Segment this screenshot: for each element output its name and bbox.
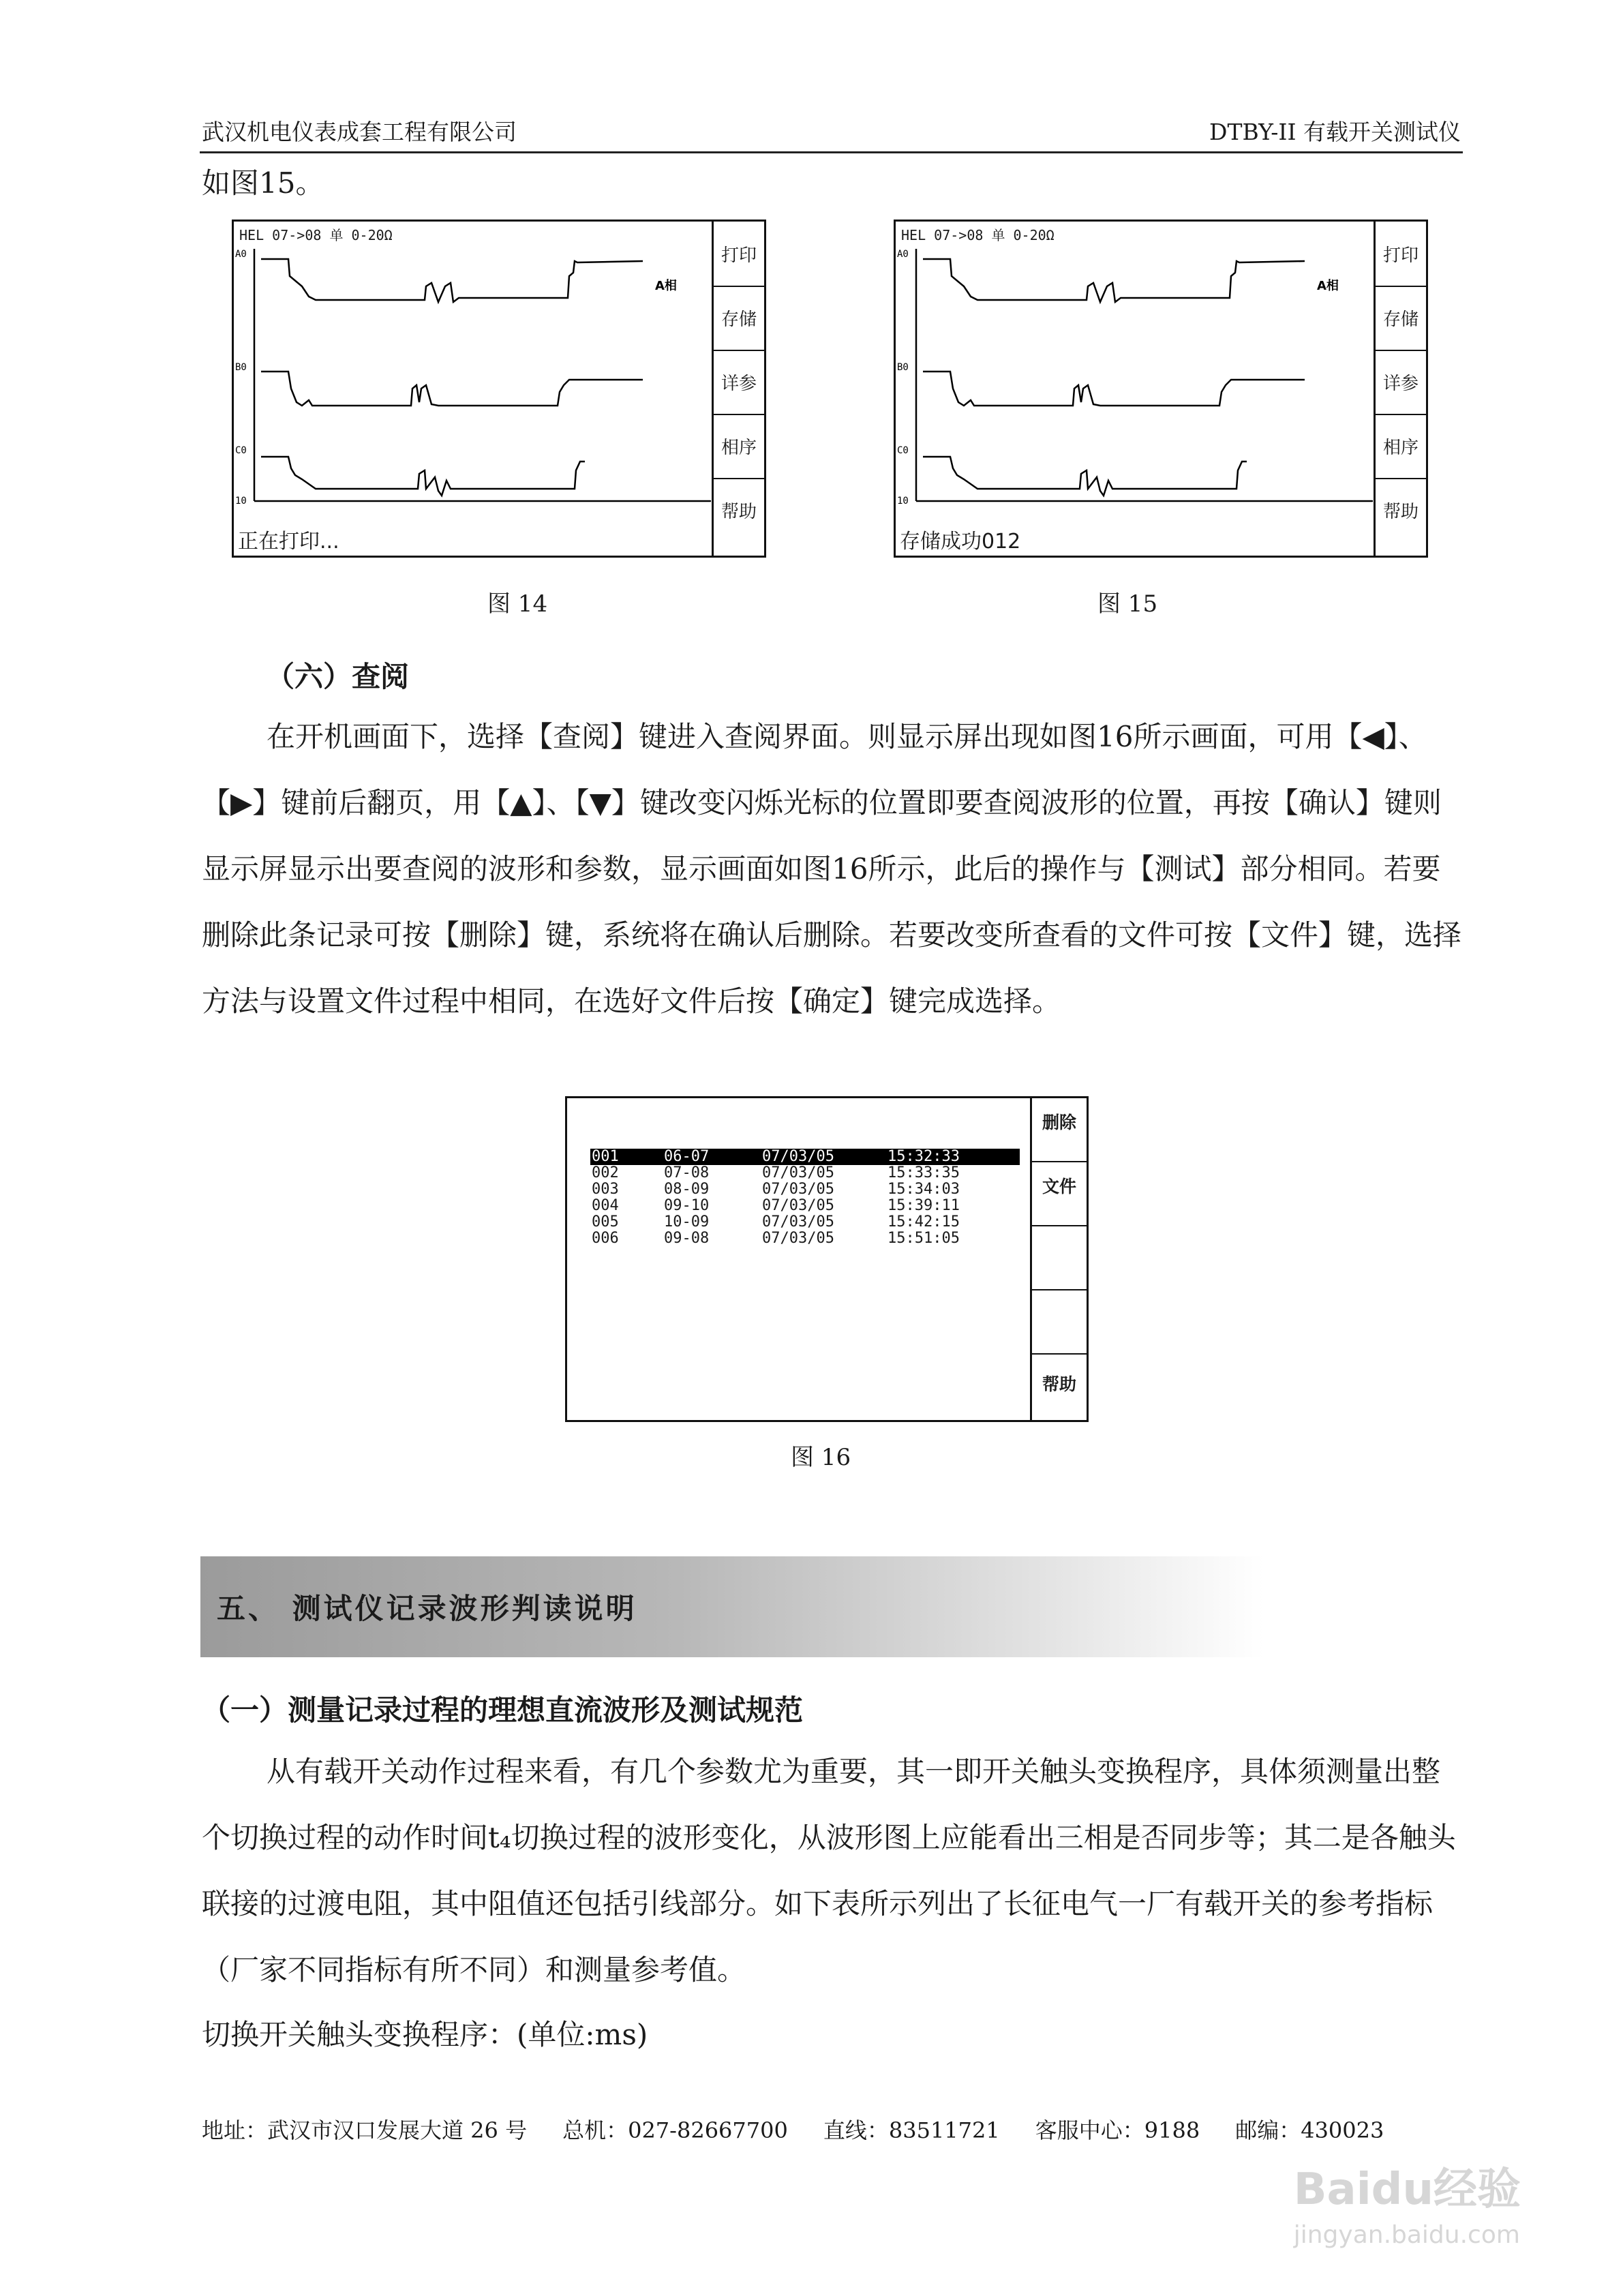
screen-status: 正在打印... bbox=[238, 530, 339, 554]
record-number: 001 bbox=[592, 1148, 619, 1165]
file-list-side-menu bbox=[1030, 1098, 1087, 1420]
record-time: 15:42:15 bbox=[888, 1213, 960, 1230]
record-date: 07/03/05 bbox=[762, 1181, 834, 1198]
file-button[interactable]: 文件 bbox=[1032, 1162, 1087, 1226]
waveform-plot bbox=[234, 222, 711, 522]
screen-status: 存储成功012 bbox=[900, 530, 1021, 554]
screen-top-label: HEL 07->08 单 0-20Ω bbox=[239, 227, 393, 243]
footer bbox=[202, 2113, 1384, 2145]
list-item[interactable] bbox=[590, 1165, 1020, 1181]
print-button[interactable]: 打印 bbox=[1376, 222, 1426, 287]
record-date: 07/03/05 bbox=[762, 1230, 834, 1247]
record-number: 004 bbox=[592, 1197, 619, 1214]
header-company: 武汉机电仪表成套工程有限公司 bbox=[202, 119, 517, 145]
footer-service: 客服中心：9188 bbox=[1035, 2117, 1200, 2143]
blank-button[interactable] bbox=[1032, 1226, 1087, 1290]
axis-label-min: 10 bbox=[897, 496, 909, 507]
footer-postcode: 邮编：430023 bbox=[1235, 2117, 1384, 2143]
figure-15-caption: 图 15 bbox=[1097, 590, 1158, 618]
record-date: 07/03/05 bbox=[762, 1164, 834, 1181]
screen-top-label: HEL 07->08 单 0-20Ω bbox=[901, 227, 1055, 243]
record-number: 002 bbox=[592, 1164, 619, 1181]
list-item[interactable] bbox=[590, 1198, 1020, 1214]
record-position: 07-08 bbox=[664, 1164, 710, 1181]
record-date: 07/03/05 bbox=[762, 1148, 834, 1165]
screen-side-menu bbox=[712, 222, 764, 556]
help-button[interactable]: 帮助 bbox=[1042, 1374, 1076, 1394]
phase-sequence-button[interactable]: 相序 bbox=[714, 414, 764, 479]
section-5-banner bbox=[200, 1556, 1264, 1657]
details-button[interactable]: 详参 bbox=[714, 350, 764, 415]
axis-label-c: C0 bbox=[897, 445, 909, 456]
record-position: 08-09 bbox=[664, 1181, 710, 1198]
record-position: 10-09 bbox=[664, 1213, 710, 1230]
save-button[interactable]: 存储 bbox=[714, 286, 764, 351]
record-time: 15:33:35 bbox=[888, 1164, 960, 1181]
phase-label: A相 bbox=[1317, 279, 1339, 293]
unit-line: 切换开关触头变换程序：(单位:ms) bbox=[202, 2018, 648, 2051]
save-button[interactable]: 存储 bbox=[1376, 286, 1426, 351]
waveform-plot bbox=[896, 222, 1373, 522]
record-time: 15:32:33 bbox=[888, 1148, 960, 1165]
record-position: 09-10 bbox=[664, 1197, 710, 1214]
phase-label: A相 bbox=[655, 279, 677, 293]
axis-label-a: A0 bbox=[897, 249, 909, 260]
help-button[interactable]: 帮助 bbox=[1382, 501, 1419, 522]
watermark-logo: Baidu经验 bbox=[1293, 2164, 1521, 2215]
record-number: 005 bbox=[592, 1213, 619, 1230]
section-6-paragraph: 在开机画面下，选择【查阅】键进入查阅界面。则显示屏出现如图16所示画面，可用【◀】、【▶】键前后翻页，用【▲】、【▼】键改变闪烁光标的位置即要查阅波形的位置，再按【确认】键则显示屏显示出要查阅的波形和参数，显示画面如图16所示，此后的操作与【测试】部分相同。若要删除此条记录可按【删除】键，系统将在确认后删除。若要改变所查看的文件可按【文件】键，选择方法与设置文件过程中相同，在选好文件后按【确定】键完成选择。 bbox=[202, 720, 1462, 1018]
delete-button[interactable]: 删除 bbox=[1032, 1098, 1087, 1162]
file-list-screen bbox=[565, 1096, 1089, 1422]
list-item[interactable] bbox=[590, 1214, 1020, 1230]
record-number: 003 bbox=[592, 1181, 619, 1198]
print-button[interactable]: 打印 bbox=[714, 222, 764, 287]
record-time: 15:34:03 bbox=[888, 1181, 960, 1198]
header-divider bbox=[200, 151, 1463, 153]
record-number: 006 bbox=[592, 1230, 619, 1247]
details-button[interactable]: 详参 bbox=[1376, 350, 1426, 415]
section-5-title: 五、 测试仪记录波形判读说明 bbox=[217, 1592, 637, 1625]
footer-phone: 总机：027-82667700 bbox=[562, 2117, 788, 2143]
header-product: DTBY-II 有载开关测试仪 bbox=[1209, 119, 1461, 145]
figure-14-caption: 图 14 bbox=[487, 590, 548, 618]
file-list bbox=[590, 1149, 1020, 1247]
record-time: 15:39:11 bbox=[888, 1197, 960, 1214]
screen-figure-15 bbox=[894, 220, 1428, 558]
phase-sequence-button[interactable]: 相序 bbox=[1376, 414, 1426, 479]
footer-direct-line: 直线：83511721 bbox=[823, 2117, 1000, 2143]
watermark-url: jingyan.baidu.com bbox=[1293, 2221, 1520, 2249]
section-6-title: （六）查阅 bbox=[266, 660, 410, 693]
help-button[interactable]: 帮助 bbox=[721, 501, 757, 522]
list-item[interactable] bbox=[590, 1149, 1020, 1165]
record-time: 15:51:05 bbox=[888, 1230, 960, 1247]
record-position: 09-08 bbox=[664, 1230, 710, 1247]
screen-side-menu bbox=[1374, 222, 1426, 556]
record-date: 07/03/05 bbox=[762, 1197, 834, 1214]
record-date: 07/03/05 bbox=[762, 1213, 834, 1230]
list-item[interactable] bbox=[590, 1181, 1020, 1198]
list-item[interactable] bbox=[590, 1230, 1020, 1247]
blank-button[interactable] bbox=[1032, 1290, 1087, 1355]
intro-text: 如图15。 bbox=[202, 166, 324, 200]
axis-label-a: A0 bbox=[235, 249, 247, 260]
screen-figure-14 bbox=[232, 220, 766, 558]
figure-16-caption: 图 16 bbox=[791, 1444, 851, 1471]
section-5-paragraph: 从有载开关动作过程来看，有几个参数尤为重要，其一即开关触头变换程序，具体须测量出整个切换过程的动作时间t₄切换过程的波形变化，从波形图上应能看出三相是否同步等；其二是各触头联接的过渡电阻，其中阻值还包括引线部分。如下表所示列出了长征电气一厂有载开关的参考指标（厂家不同指标有所不同）和测量参考值。 bbox=[202, 1755, 1456, 1987]
section-5-subtitle: （一）测量记录过程的理想直流波形及测试规范 bbox=[202, 1693, 804, 1727]
footer-address: 地址：武汉市汉口发展大道 26 号 bbox=[202, 2117, 528, 2143]
axis-label-min: 10 bbox=[235, 496, 247, 507]
axis-label-b: B0 bbox=[235, 362, 247, 373]
axis-label-c: C0 bbox=[235, 445, 247, 456]
axis-label-b: B0 bbox=[897, 362, 909, 373]
record-position: 06-07 bbox=[664, 1148, 710, 1165]
baidu-watermark bbox=[1294, 2154, 1521, 2249]
